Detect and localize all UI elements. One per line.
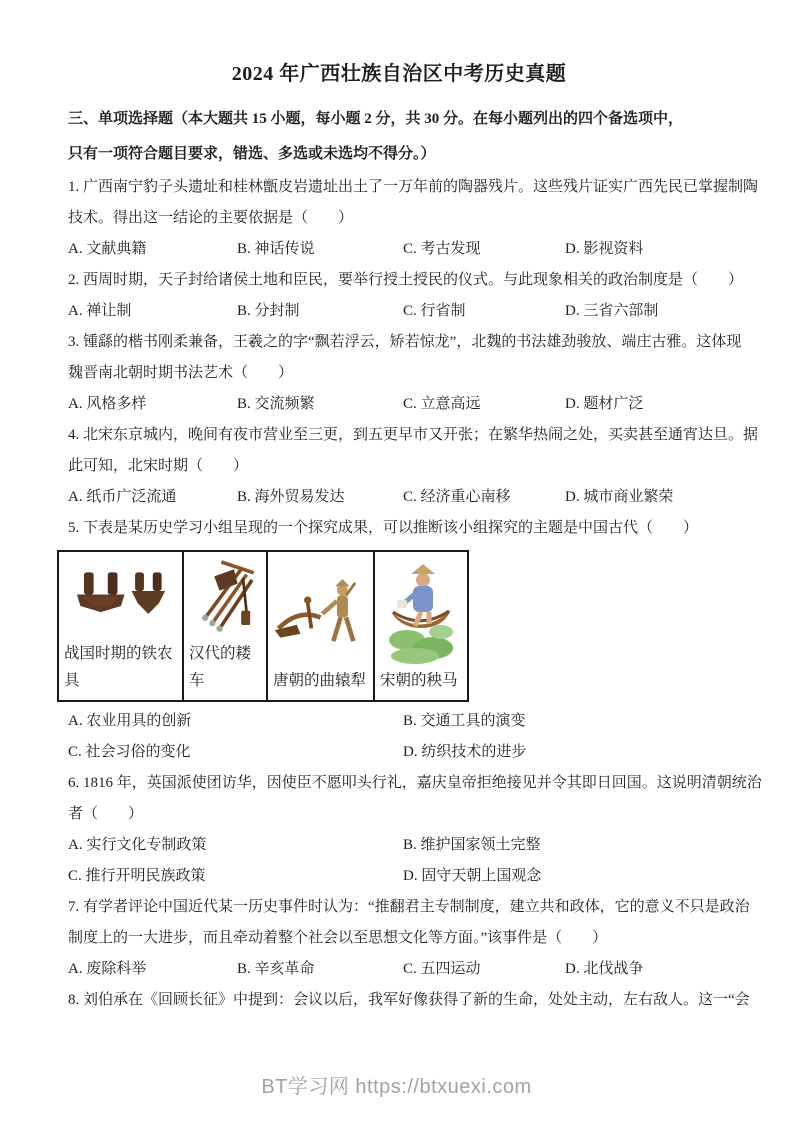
option-item: D. 纺织技术的进步 <box>403 744 527 760</box>
table-cell-curved-plow <box>267 551 374 701</box>
question-text-line: 7. 有学者评论中国近代某一历史事件时认为：“推翻君主专制制度，建立共和政体，它的意义不只是政治 <box>68 899 750 915</box>
question-text-line: 1. 广西南宁豹子头遗址和桂林甑皮岩遗址出土了一万年前的陶器残片。这些残片证实广西先民已掌握制陶 <box>68 179 759 195</box>
table-cell-caption: 汉代的耧车 <box>189 645 252 689</box>
iron-farm-tools-image <box>64 556 177 640</box>
option-item: A. 纸币广泛流通 <box>68 489 177 505</box>
question-options-row <box>68 954 730 985</box>
question-text-line: 4. 北宋东京城内，晚间有夜市营业至三更，到五更早市又开张；在繁华热闹之处，买卖甚至通宵达旦。据 <box>68 427 759 443</box>
section-heading-line: 只有一项符合题目要求，错选、多选或未选均不得分。） <box>68 146 436 162</box>
option-item: C. 行省制 <box>403 303 466 319</box>
table-cell-caption: 战国时期的铁农具 <box>64 645 173 689</box>
question-text-line: 者（ ） <box>68 806 144 822</box>
question-options-row <box>68 706 730 768</box>
question-options-row <box>68 830 730 892</box>
option-item: B. 神话传说 <box>237 241 315 257</box>
option-item: A. 风格多样 <box>68 396 147 412</box>
option-item: D. 影视资料 <box>565 241 644 257</box>
option-item: C. 考古发现 <box>403 241 481 257</box>
question-1 <box>68 172 759 265</box>
question-6 <box>68 768 762 892</box>
exploration-table <box>57 550 469 702</box>
question-text-line: 2. 西周时期，天子封给诸侯土地和臣民，要举行授土授民的仪式。与此现象相关的政治制度是（ ） <box>68 272 744 288</box>
question-options-row <box>68 389 730 420</box>
option-item: A. 实行文化专制政策 <box>68 837 207 853</box>
option-item: D. 固守天朝上国观念 <box>403 868 542 884</box>
option-item: C. 五四运动 <box>403 961 481 977</box>
tang-curved-shaft-plow-image <box>273 556 368 667</box>
option-item: D. 题材广泛 <box>565 396 644 412</box>
option-item: A. 农业用具的创新 <box>68 713 192 729</box>
question-text-line: 此可知，北宋时期（ ） <box>68 458 249 474</box>
option-item: C. 经济重心南移 <box>403 489 511 505</box>
question-text-line: 制度上的一大进步，而且牵动着整个社会以至思想文化等方面。”该事件是（ ） <box>68 930 608 946</box>
question-4 <box>68 420 759 513</box>
option-item: B. 分封制 <box>237 303 300 319</box>
option-item: D. 城市商业繁荣 <box>565 489 674 505</box>
question-text-line: 5. 下表是某历史学习小组呈现的一个探究成果，可以推断该小组探究的主题是中国古代（ ） <box>68 520 699 536</box>
table-cell-caption: 宋朝的秧马 <box>380 672 458 689</box>
question-5 <box>64 513 730 768</box>
option-item: A. 废除科举 <box>68 961 147 977</box>
table-cell-rice-seedling-horse <box>374 551 468 701</box>
question-options-row <box>68 482 730 513</box>
option-item: D. 三省六部制 <box>565 303 659 319</box>
section-heading <box>68 102 730 172</box>
page-title: 2024 年广西壮族自治区中考历史真题 <box>231 63 567 85</box>
question-options-row <box>68 296 730 327</box>
option-item: A. 禅让制 <box>68 303 132 319</box>
song-rice-seedling-horse-image <box>380 556 462 667</box>
question-text-line: 3. 锺繇的楷书刚柔兼备，王羲之的字“飘若浮云，矫若惊龙”，北魏的书法雄劲骏放、端庄古雅。这体现 <box>68 334 742 350</box>
question-3 <box>68 327 742 420</box>
question-text-line: 8. 刘伯承在《回顾长征》中提到：会议以后，我军好像获得了新的生命，处处主动，左右敌人。这一“会 <box>68 992 750 1008</box>
question-text-line: 魏晋南北朝时期书法艺术（ ） <box>68 365 294 381</box>
option-item: D. 北伐战争 <box>565 961 644 977</box>
option-item: B. 交通工具的演变 <box>403 713 526 729</box>
question-2 <box>68 265 744 327</box>
footer-watermark: BT学习网 https://btxuexi.com <box>261 1076 532 1098</box>
option-item: B. 海外贸易发达 <box>237 489 345 505</box>
option-item: B. 维护国家领土完整 <box>403 837 541 853</box>
question-options-row <box>68 234 730 265</box>
question-text-line: 技术。得出这一结论的主要依据是（ ） <box>68 210 354 226</box>
option-item: C. 社会习俗的变化 <box>68 744 191 760</box>
table-cell-caption: 唐朝的曲辕犁 <box>273 672 367 689</box>
option-item: C. 立意高远 <box>403 396 481 412</box>
han-seed-drill-image <box>189 556 261 640</box>
question-text-line: 6. 1816 年，英国派使团访华，因使臣不愿叩头行礼，嘉庆皇帝拒绝接见并令其即日回国。这说明清朝统治 <box>68 775 762 791</box>
option-item: C. 推行开明民族政策 <box>68 868 206 884</box>
option-item: B. 辛亥革命 <box>237 961 315 977</box>
option-item: B. 交流频繁 <box>237 396 315 412</box>
question-7 <box>68 892 750 985</box>
table-cell-seed-drill <box>183 551 267 701</box>
table-cell-iron-tools <box>58 551 183 701</box>
option-item: A. 文献典籍 <box>68 241 147 257</box>
section-heading-line: 三、单项选择题（本大题共 15 小题，每小题 2 分，共 30 分。在每小题列出的四个备选项中， <box>68 111 684 127</box>
question-8 <box>68 985 750 1016</box>
